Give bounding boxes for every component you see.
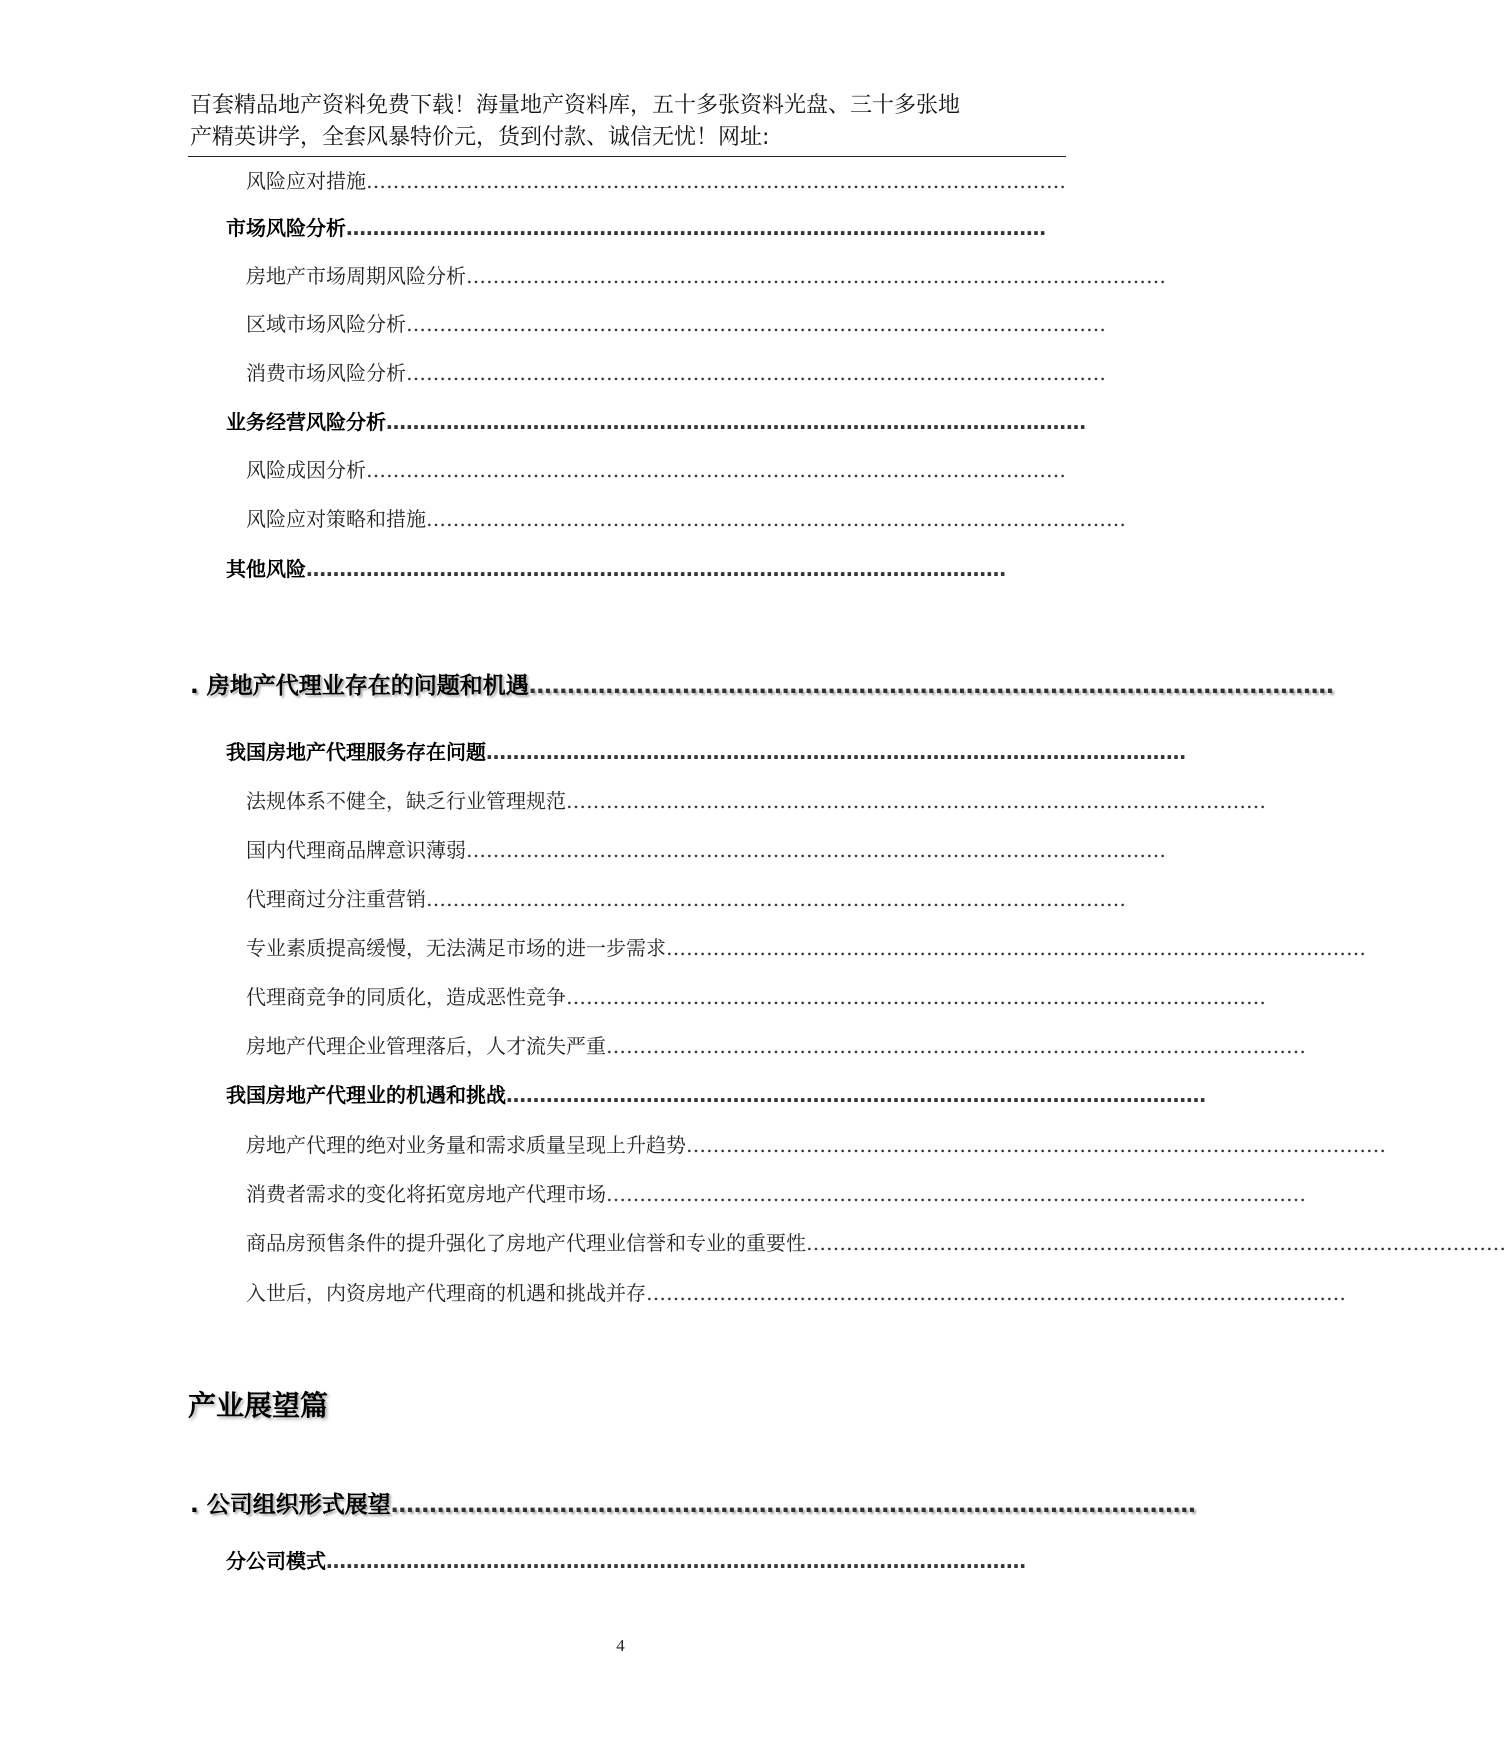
dot-leader: …………………………………………………………………………………………… <box>528 673 1334 699</box>
toc-entry-market-risk[interactable]: 市场风险分析…………………………………………………………………………………………… <box>226 216 1046 240</box>
toc-entry-consumer-demand[interactable]: 消费者需求的变化将拓宽房地产代理市场…………………………………………………………………………………………… <box>246 1182 1306 1206</box>
toc-entry-cycle-risk[interactable]: 房地产市场周期风险分析…………………………………………………………………………………………… <box>246 264 1166 288</box>
toc-entry-risk-causes[interactable]: 风险成因分析…………………………………………………………………………………………… <box>246 458 1066 482</box>
dot-leader: …………………………………………………………………………………………… <box>606 1182 1306 1206</box>
dot-leader: …………………………………………………………………………………………… <box>346 216 1046 240</box>
toc-entry-other-risks[interactable]: 其他风险…………………………………………………………………………………………… <box>226 557 1006 581</box>
toc-entry-opportunities-challenges[interactable]: 我国房地产代理业的机遇和挑战…………………………………………………………………………………………… <box>226 1083 1206 1107</box>
dot-leader: …………………………………………………………………………………………… <box>486 740 1186 764</box>
dot-leader: …………………………………………………………………………………………… <box>466 838 1166 862</box>
dot-leader: …………………………………………………………………………………………… <box>386 410 1086 434</box>
dot-leader: …………………………………………………………………………………………… <box>466 264 1166 288</box>
toc-entry-operation-risk[interactable]: 业务经营风险分析…………………………………………………………………………………………… <box>226 410 1086 434</box>
toc-entry-regional-risk[interactable]: 区域市场风险分析…………………………………………………………………………………………… <box>246 312 1106 336</box>
toc-entry-agency-problems-opportunities[interactable]: . 房地产代理业存在的问题和机遇…………………………………………………………………………………………… <box>190 673 1334 699</box>
page-number: 4 <box>616 1636 625 1655</box>
dot-leader: …………………………………………………………………………………………… <box>306 557 1006 581</box>
toc-entry-branch-model[interactable]: 分公司模式…………………………………………………………………………………………… <box>226 1549 1026 1573</box>
toc-entry-marketing-focus[interactable]: 代理商过分注重营销…………………………………………………………………………………………… <box>246 887 1126 911</box>
toc-entry-homogeneous-competition[interactable]: 代理商竞争的同质化，造成恶性竞争…………………………………………………………………………………………… <box>246 985 1266 1009</box>
dot-leader: …………………………………………………………………………………………… <box>806 1231 1506 1255</box>
toc-entry-risk-strategy[interactable]: 风险应对策略和措施…………………………………………………………………………………………… <box>246 507 1126 531</box>
dot-leader: …………………………………………………………………………………………… <box>426 887 1126 911</box>
dot-leader: …………………………………………………………………………………………… <box>646 1281 1346 1305</box>
dot-leader: …………………………………………………………………………………………… <box>686 1133 1386 1157</box>
toc-entry-wto-entry[interactable]: 入世后，内资房地产代理商的机遇和挑战并存…………………………………………………………………………………………… <box>246 1281 1346 1305</box>
toc-entry-brand-awareness[interactable]: 国内代理商品牌意识薄弱…………………………………………………………………………………………… <box>246 838 1166 862</box>
toc-entry-agency-service-problems[interactable]: 我国房地产代理服务存在问题…………………………………………………………………………………………… <box>226 740 1186 764</box>
toc-entry-professional-quality[interactable]: 专业素质提高缓慢，无法满足市场的进一步需求…………………………………………………………………………………………… <box>246 936 1366 960</box>
dot-leader: …………………………………………………………………………………………… <box>506 1083 1206 1107</box>
toc-entry-consumer-risk[interactable]: 消费市场风险分析…………………………………………………………………………………………… <box>246 361 1106 385</box>
toc-entry-risk-response-measures[interactable]: 风险应对措施…………………………………………………………………………………………… <box>246 169 1066 193</box>
dot-leader: …………………………………………………………………………………………… <box>390 1492 1196 1518</box>
dot-leader: …………………………………………………………………………………………… <box>406 312 1106 336</box>
dot-leader: …………………………………………………………………………………………… <box>606 1034 1306 1058</box>
part-title[interactable]: 产业展望篇 <box>188 1389 329 1422</box>
toc-entry-business-volume[interactable]: 房地产代理的绝对业务量和需求质量呈现上升趋势…………………………………………………………………………………………… <box>246 1133 1386 1157</box>
dot-leader: …………………………………………………………………………………………… <box>426 507 1126 531</box>
dot-leader: …………………………………………………………………………………………… <box>666 936 1366 960</box>
toc-entry-management-talent[interactable]: 房地产代理企业管理落后，人才流失严重…………………………………………………………………………………………… <box>246 1034 1306 1058</box>
toc-entry-presale-conditions[interactable]: 商品房预售条件的提升强化了房地产代理业信誉和专业的重要性…………………………………………………………………………………………… <box>246 1231 1506 1255</box>
dot-leader: …………………………………………………………………………………………… <box>366 458 1066 482</box>
dot-leader: …………………………………………………………………………………………… <box>326 1549 1026 1573</box>
toc-entry-company-organization[interactable]: . 公司组织形式展望…………………………………………………………………………………………… <box>190 1492 1196 1518</box>
header-line-2: 产精英讲学，全套风暴特价元，货到付款、诚信无忧！网址: <box>190 125 770 150</box>
toc-entry-regulation-gaps[interactable]: 法规体系不健全，缺乏行业管理规范…………………………………………………………………………………………… <box>246 789 1266 813</box>
dot-leader: …………………………………………………………………………………………… <box>366 169 1066 193</box>
header-line-1: 百套精品地产资料免费下载！海量地产资料库，五十多张资料光盘、三十多张地 <box>190 93 961 118</box>
dot-leader: …………………………………………………………………………………………… <box>566 985 1266 1009</box>
dot-leader: …………………………………………………………………………………………… <box>566 789 1266 813</box>
dot-leader: …………………………………………………………………………………………… <box>406 361 1106 385</box>
